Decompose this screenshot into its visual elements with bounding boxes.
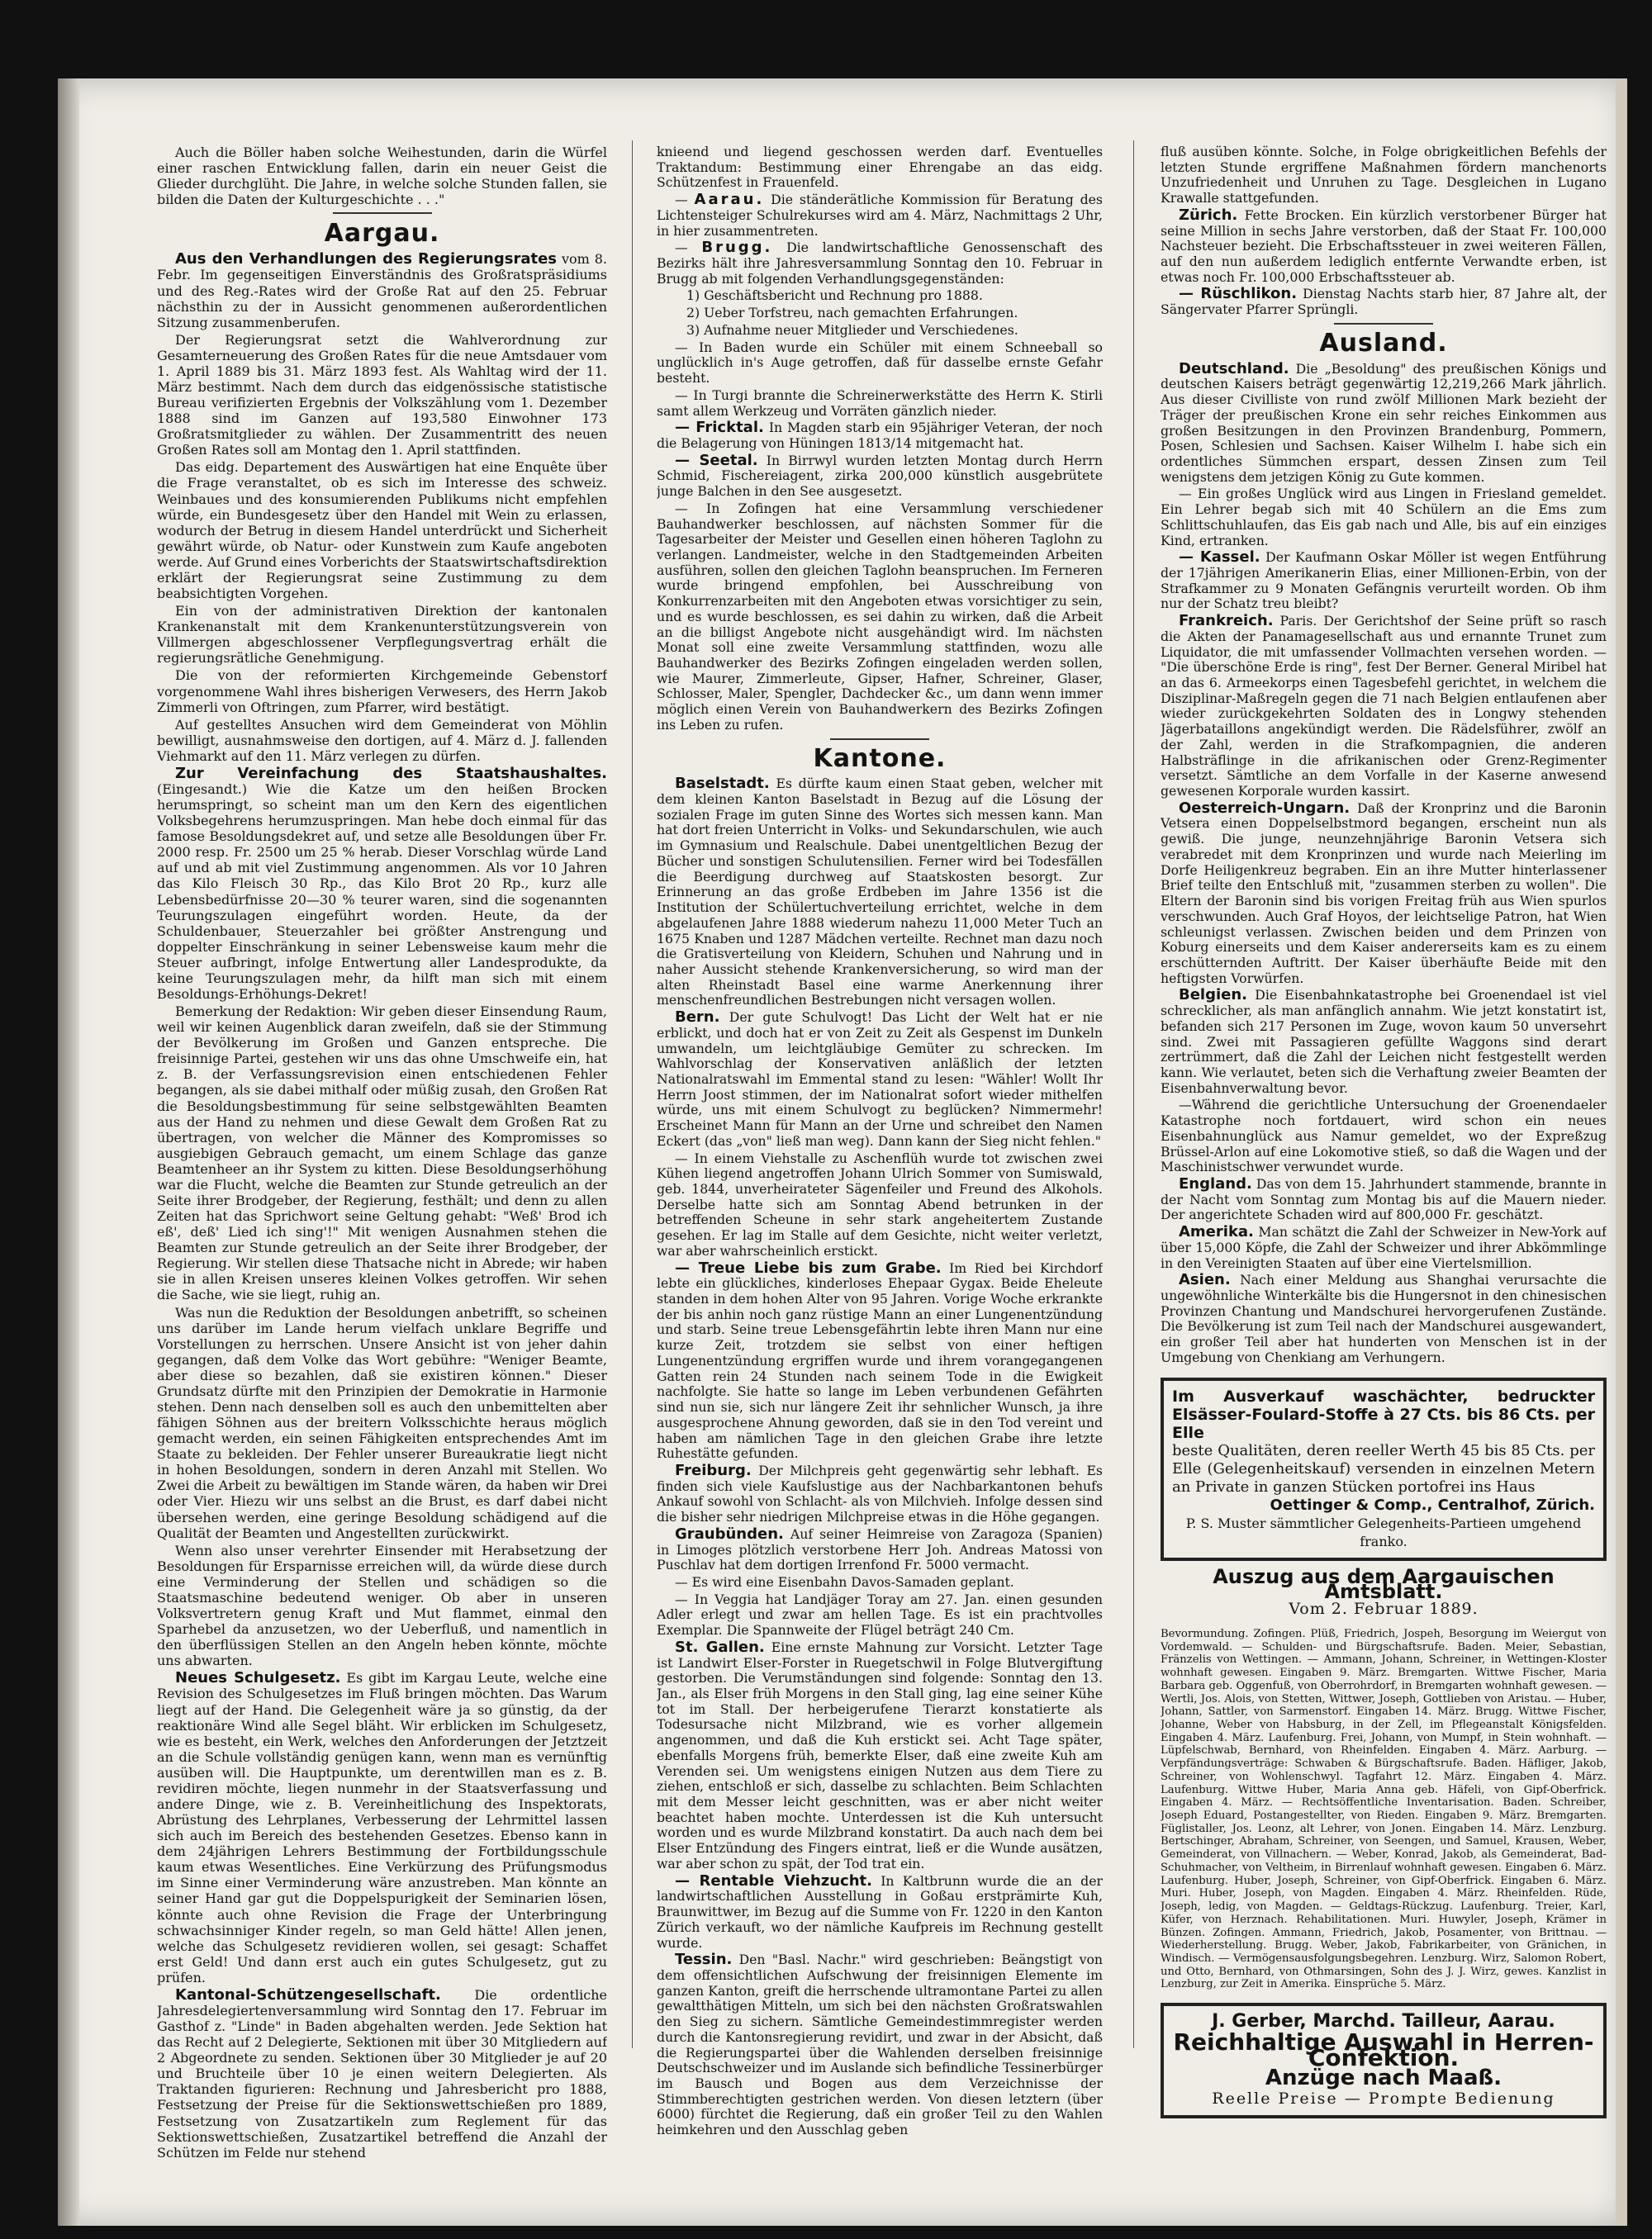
section-divider: [1334, 323, 1433, 325]
article-text: Der Kaufmann Oskar Möller ist wegen Entführung der 17jährigen Amerikanerin Elias, einer Millionen-Erbin, von der Strafkammer zu 9 Monaten Gefängnis verurteilt worden. Ob ihm nur der Schatz treu bleibt?: [1161, 549, 1607, 612]
section-heading-ausland: Ausland.: [1319, 328, 1448, 358]
article-keyword: Oesterreich-Ungarn.: [1179, 799, 1351, 817]
article-paragraph: [657, 776, 1103, 1008]
article-text: Der Milchpreis geht gegenwärtig sehr lebhaft. Es finden sich viele Kaufslustige aus der Nachbarkantonen behufs Ankauf sowohl von Schlacht- als von Milchvieh. Infolge dessen sind die bisher sehr niedrigen Milchpreise etwas in die Höhe gegangen.: [657, 1462, 1103, 1525]
article-keyword: — Rentable Viehzucht.: [675, 1871, 872, 1890]
article-text: Auch die Böller haben solche Weihestunden, darin die Würfel einer raschen Entwicklung fallen, darin ein neuer Geist die Glieder durchglüht. Die Jahre, in welche solche Stunden fallen, sie bilden die Daten der Kulturgeschichte . . .": [157, 145, 607, 208]
column-2: [657, 145, 1103, 2140]
article-text: Das eidg. Departement des Auswärtigen hat eine Enquête über die Frage veranstaltet, ob es sich im Interesse des schweiz. Weinbaues und des konsumierenden Publikums nicht empfehlen würde, ein Bundesgesetz über den Handel mit Wein zu erlassen, wodurch der Betrug in diesem Handel unterdrückt und Sicherheit gewährt würde, ob Natur- oder Kunstwein zum Kaufe angeboten werde. Auf Grund eines Vorberichts der Staatswirtschaftsdirektion erklärt der Regierungsrat seine Zustimmung zu dem beabsichtigten Vorgehen.: [157, 459, 607, 602]
article-paragraph: [1161, 208, 1607, 286]
article-keyword: Asien.: [1179, 1271, 1231, 1289]
article-keyword: Graubünden.: [675, 1525, 784, 1543]
article-text: — In Veggia hat Landjäger Toray am 27. Jan. einen gesunden Adler erlegt und zwar am hellen Tage. Es ist ein prachtvolles Exemplar. Die Spannweite der Flügel beträgt 240 Cm.: [657, 1591, 1103, 1639]
article-paragraph: [157, 1987, 607, 2161]
article-keyword: England.: [1179, 1175, 1252, 1193]
article-text: Die landwirtschaftliche Genossenschaft des Bezirks hält ihre Jahresversammlung Sonntag den 10. Februar in Brugg ab mit folgenden Verhandlungsgegenständen:: [657, 240, 1103, 287]
article-keyword: Frankreich.: [1179, 612, 1274, 630]
article-keyword: Bern.: [675, 1008, 720, 1027]
article-text: fluß ausüben könnte. Solche, in Folge obrigkeitlichen Befehls der letzten Stunde ergriffene Maßnahmen fördern manchenorts Unzufriedenheit und Unruhen zu Tage. Desgleichen in Lugano Krawalle stattgefunden.: [1161, 145, 1607, 206]
article-paragraph: [1161, 1225, 1607, 1271]
article-paragraph: [1161, 550, 1607, 612]
advertisement-gerber: [1161, 2003, 1607, 2118]
page-binding-edge: [58, 78, 79, 2226]
amtsblatt-text: Bevormundung. Zofingen. Plüß, Friedrich, Jospeh, Besorgung im Weiergut von Vordemwald. — Schulden- und Bürgschaftsrufe. Baden. Meier, Sebastian, Fränzelis von Wettingen. — Ammann, Johann, Schreiner, in Wettingen-Kloster wohnhaft gewesen. Eingaben 9. März. Bremgarten. Wittwe Fischer, Maria Barbara geb. Oggenfuß, von Oberrohrdorf, in Bremgarten wohnhaft gewesen. — Wertli, Jos. Alois, von Stetten, Wittwer, Joseph, Gottlieben von Aristau. — Huber, Johann, Sattler, von Sarmenstorf. Eingaben 14. März. Brugg. Wittwe Fischer, Johanne, Weber von Habsburg, in der Zell, im Pflegeanstalt Königsfelden. Eingaben 4. März. Laufenburg. Frei, Johann, von Mumpf, in Stein wohnhaft. — Lüpfelschwab, Bernhard, von Rheinfelden. Eingaben 4. März. Aarburg. — Verpfändungsverträge: Schwaben & Bürgschaftsrufe. Baden. Häfliger, Jakob, Schreiner, von Wohlenschwyl. Tagfahrt 12. März. Eingaben 4. März. Laufenburg. Wittwe Huber, Maria Anna geb. Häfeli, von Gipf-Oberfrick. Eingaben 4. März. — Rechtsöffentliche Inventarisation. Baden. Schreiber, Joseph Eduard, Postangestellter, von Rieden. Eingaben 9. März. Bremgarten. Füglistaller, Jos. Leonz, alt Lehrer, von Jonen. Eingaben 14. März. Lenzburg. Bertschinger, Abraham, Schreiner, von Seengen, und Samuel, Krausen, Weber, Gemeinderat, von Villnachern. — Weber, Konrad, Jakob, als Gemeinderat, Bad-Schuhmacher, von Veltheim, in Birrenlauf wohnhaft gewesen. Eingaben 6. März. Laufenburg. Huber, Joseph, Schreiner, von Gipf-Oberfrick. Eingaben 6. März. Muri. Huber, Joseph, von Magden. Eingaben 4. März. Rheinfelden. Rüde, Joseph, ledig, von Magden. — Geldtags-Rückzug. Laufenburg. Treier, Karl, Küfer, von Herznach. Rehabilitationen. Muri. Huwyler, Joseph, Krämer in Bünzen. Zofingen. Ammann, Friedrich, Jakob, Posamenter, von Brittnau. — Wiederherstellung. Brugg. Weber, Jakob, Fabrikarbeiter, von Gränichen, in Windisch. — Vermögensausfolgungsbegehren. Lenzburg. Wirz, Salomon Robert, und Otto, Bernhard, von Othmarsingen, Sohn des J. J. Wirz, gewes. Kanzlist in Lenzburg, zur Zeit in Amerika. Einsprüche 5. März.: [1161, 1627, 1607, 1991]
article-paragraph: [1161, 1177, 1607, 1223]
article-paragraph: [157, 251, 607, 330]
article-text: Im Ried bei Kirchdorf lebte ein glückliches, kinderloses Ehepaar Gygax. Beide Eheleute standen in dem hohen Alter von 95 Jahren. Vorige Woche erkrankte der bis anhin noch ganz rüstige Mann an einer Lungenentzündung und starb. Seine treue Lebensgefährtin lebte ihren Mann nur eine kurze Zeit, trotzdem sie selbst von einer heftigen Lungenentzündung ergriffen wurde und ihrem vorangegangenen Gatten rein 24 Stunden nach seinem Tode in die Ewigkeit nachfolgte. Sie hatte so lange im Leben verbundenen Gefährten sind nun sie, sich nur längere Zeit ihr sehnlicher Wunsch, ja ihre ausgesprochene Ahnung geworden, daß sie in den Tod vereint und haben am nämlichen Tage in den gleichen Grabe ihre letzte Ruhestätte gefunden.: [657, 1259, 1103, 1462]
article-paragraph: [157, 766, 607, 1002]
article-keyword: Tessin.: [675, 1951, 733, 1969]
column-rule-2: [1133, 140, 1134, 2048]
article-keyword: Deutschland.: [1179, 359, 1289, 377]
article-text: knieend und liegend geschossen werden darf. Eventuelles Traktandum: Bestimmung einer Ehrengabe an das eidg. Schützenfest in Frauenfeld.: [657, 145, 1103, 191]
article-keyword: Aus den Verhandlungen des Regierungsrates: [175, 250, 558, 268]
section-divider: [830, 738, 929, 740]
article-paragraph: [657, 1871, 1103, 1952]
article-paragraph: [657, 1527, 1103, 1573]
ad-postscript: P. S. Muster sämmtlicher Gelegenheits-Partieen umgehend franko.: [1185, 1515, 1582, 1549]
ad-tailor-offer: Anzüge nach Maaß.: [1265, 2066, 1502, 2091]
article-text: —Während die gerichtliche Untersuchung der Groenendaeler Katastrophe noch fortdauert, wird schon ein neues Eisenbahnunglück aus Namur gemeldet, wo der Expreßzug Brüssel-Arlon auf eine Lokomotive stieß, so daß die Wagen und der Maschinistschwer verwundet wurde.: [1161, 1097, 1607, 1175]
article-text: Das von dem 15. Jahrhundert stammende, brannte in der Nacht vom Sonntag zum Montag bis auf die Mauern nieder. Der angerichtete Schaden wird auf 800,000 Fr. geschätzt.: [1161, 1176, 1607, 1223]
article-keyword: Brugg.: [701, 239, 773, 257]
article-text: Die „Besoldung" des preußischen Königs und deutschen Kaisers beträgt gegenwärtig 12,219,266 Mark jährlich. Aus dieser Civilliste von rund zwölf Millionen Mark bezieht der Träger der preußischen Krone ein sehr reiches Einkommen aus großen Besitzungen in den Provinzen Brandenburg, Pommern, Posen, Schlesien und Sachsen. Kaiser Wilhelm I. habe sich ein ordentliches Sümmchen erspart, dessen Zinsen zum Teil wenigstens dem jetzigen König zu Gute kommen.: [1161, 360, 1607, 485]
article-keyword: Baselstadt.: [675, 775, 770, 793]
article-text: Es gibt im Kargau Leute, welche eine Revision des Schulgesetzes im Fluß bringen möchten. Das Warum liegt auf der Hand. Die Gelegenheit wäre ja so günstig, da der reaktionäre Wind alle Segel bläht. Wir erblicken im Schulgesetz, wie es besteht, ein Werk, welches den Anforderungen der Jetztzeit an die Schule vollständig genügen kann, wenn man es vernünftig ausüben will. Die Hauptpunkte, um derentwillen man es z. B. revidiren möchte, liegen nunmehr in der Staatsverfassung und andere Dinge, wie z. B. Vereinheitlichung des Inspektorats, Abrüstung des Lehrplanes, Verbesserung der Lehrmittel lassen sich auch im Bereich des bestehenden Gesetzes. Ebenso kann in dem 24jährigen Lehrers Bestimmung der Fortbildungsschule kaum etwas Wesentliches. Eine Verkürzung des Prüfungsmodus im Sinne einer Verminderung wäre anzustreben. Man könnte an seiner Hand gar gut die Doppelspurigkeit der Seminarien lösen, könnte auch ohne Revision die Frage der Unterbringung schwachsinniger Kinder regeln, so man Geld hätte! Allen jenen, welche das Schulgesetz revidieren wollen, sei gesagt: Schaffet erst Geld! Und dann erst auch ein gutes Schulgesetz, gut zu prüfen.: [157, 1670, 607, 1985]
section-divider: [333, 212, 432, 214]
agenda-item: 2) Ueber Torfstreu, nach gemachten Erfahrungen.: [686, 305, 1018, 321]
agenda-item: 1) Geschäftsbericht und Rechnung pro 1888.: [686, 287, 983, 304]
article-paragraph: [657, 1010, 1103, 1149]
article-text: Der Regierungsrat setzt die Wahlverordnung zur Gesamterneuerung des Großen Rates für die neue Amtsdauer vom 1. April 1889 bis 31. März 1893 fest. Als Wahltag wird der 11. März bestimmt. Nach dem durch das eidgenössische statistische Bureau verifizierten Ergebnis der Volkszählung vom 1. Dezember 1888 sind im Ganzen auf 193,580 Einwohner 173 Großratsmitglieder zu wählen. Der Zusammentritt des neuen Großen Rates soll am Montag den 1. April stattfinden.: [157, 331, 607, 458]
article-text: Die ordentliche Jahresdelegiertenversammlung wird Sonntag den 17. Februar im Gasthof z. "Linde" in Baden abgehalten werden. Jede Sektion hat das Recht auf 2 Delegierte, Sektionen mit über 30 Mitgliedern auf 2 Abgeordnete zu senden. Sektionen über 30 Mitglieder je auf 20 und Bruchteile über 10 je einen weitern Delegierten. Als Traktanden figurieren: Rechnung und Jahresbericht pro 1888, Festsetzung der Preise für die Sektionswettschießen pro 1889, Festsetzung von Zusatzartikeln zum Reglement für das Sektionswettschießen, Zusatzartikel betreffend die Anzahl der Schützen im Felde nur stehend: [157, 1986, 607, 2161]
article-paragraph: [657, 1640, 1103, 1872]
article-text: Den "Basl. Nachr." wird geschrieben: Beängstigt von dem offensichtlichen Aufschwung der freisinnigen Elemente im ganzen Kanton, greift die herrschende ultramontane Partei zu allen gewaltthätigen Mitteln, um sich bei den nächsten Großratswahlen den Sieg zu sichern. Sämtliche Gemeindestimmregister werden durch die Kantonsregierung revidirt, und zwar in der Absicht, daß die Regierungspartei über die Wahlenden derselben freisinnige Deutschschweizer und im Auslande sich befindliche Tessinerbürger im Bausch und Bogen aus dem Verzeichnisse der Stimmberechtigten gestrichen werden. Von diesen letztern (über 6000) fürchtet die Regierung, daß ein großer Teil zu den Wahlen heimkehren und den Ausschlag geben: [657, 1952, 1103, 2138]
article-text: Es dürfte kaum einen Staat geben, welcher mit dem kleinen Kanton Baselstadt in Bezug auf die Lösung der sozialen Frage im guten Sinne des Wortes sich messen kann. Man hat dort freien Unterricht in Volks- und Sekundarschulen, wie auch im Gymnasium und Realschule. Dabei unentgeltlichen Bezug der Bücher und sonstigen Schulutensilien. Ferner wird bei Todesfällen die Beerdigung durchweg auf Staatskosten besorgt. Zur Erinnerung an das große Erdbeben im Jahre 1356 ist die Institution der Schülertuchverteilung errichtet, welche in dem abgelaufenen Jahre 1888 wiederum nahezu 11,000 Meter Tuch an 1675 Knaben und 1287 Mädchen verteilte. Rechnet man dazu noch die Gratisverteilung von Kleidern, Schuhen und Nahrung und in naher Aussicht stehende Krankenversicherung, so wird man der alten Rheinstadt Basel eine warme Anerkennung ihrer menschenfreundlichen Bestrebungen nicht versagen wollen.: [657, 776, 1103, 1008]
article-text: — In Baden wurde ein Schüler mit einem Schneeball so unglücklich in's Auge getroffen, daß für dasselbe ernste Gefahr besteht.: [657, 339, 1103, 387]
column-rule-1: [632, 140, 633, 2048]
article-keyword: — Fricktal.: [675, 419, 764, 437]
article-keyword: St. Gallen.: [675, 1638, 765, 1656]
article-keyword: Amerika.: [1179, 1223, 1254, 1241]
article-keyword: Belgien.: [1179, 986, 1248, 1004]
article-text: Daß der Kronprinz und die Baronin Vetsera einen Doppelselbstmord begangen, erscheint nun als gewiß. Die junge, neunzehnjährige Baronin Vetsera sich verabredet mit dem Kronprinzen und wurde nach Meierling im Dorfe Heiligenkreuz begraben. Ein an ihre Mutter hinterlassener Brief teilte den Entschluß mit, "zusammen sterben zu wollen". Die Eltern der Baronin sind bis vorigen Freitag früh aus Wien spurlos verschwunden. Auch Graf Hoyos, der leichtselige Patron, hat Wien schleunigst verlassen. Zwischen beiden und dem Prinzen von Koburg einerseits und dem Kaiser andererseits kam es zu einem erschütternden Auftritt. Der Kaiser überhäufte Beide mit den heftigsten Vorwürfen.: [1161, 799, 1607, 986]
article-keyword: — Kassel.: [1179, 548, 1260, 567]
article-paragraph: [657, 1952, 1103, 2138]
ad-firm: Oettinger & Comp., Centralhof, Zürich.: [1270, 1496, 1595, 1514]
article-text: (Eingesandt.) Wie die Katze um den heißen Brocken herumspringt, so scheint man um den Kern des eigentlichen Volksbegehrens herumzuspringen. Man hebe doch einmal für das famose Besoldungsdekret auf, und setze alle Besoldungen über Fr. 2000 resp. Fr. 2500 um 25 % herab. Dieser Vorschlag würde Land auf und ab mit viel Zustimmung angenommen. Als vor 10 Jahren das Kilo Fleisch 30 Rp., das Kilo Brot 20 Rp., kurz alle Lebensbedürfnisse 20—30 % teurer waren, sind die sogenannten Teurungszulagen eingeführt worden. Heute, da der Schuldenbauer, Steuerzahler bei größter Anstrengung und doppelter Einschränkung in seiner Lebensweise kaum mehr die Steuer aufbringt, infolge Entwertung aller Landesprodukte, da keine Teurungszulagen mehr, da hilft man sich mit einem Besoldungs-Erhöhungs-Dekret!: [157, 780, 607, 1002]
article-paragraph: [1161, 988, 1607, 1096]
page-right-edge: [1616, 78, 1627, 2226]
article-text: Dienstag Nachts starb hier, 87 Jahre alt, der Sängervater Pfarrer Sprüngli.: [1161, 286, 1607, 318]
article-paragraph: [657, 420, 1103, 451]
article-paragraph: [657, 1463, 1103, 1525]
ad-headline: Im Ausverkauf waschächter, bedruckter Elsässer-Foulard-Stoffe à 27 Cts. bis 86 Cts. per Elle: [1172, 1387, 1595, 1442]
column-3: [1161, 145, 1607, 2118]
article-text: Auf gestelltes Ansuchen wird dem Gemeinderat von Möhlin bewilligt, ausnahmsweise den dortigen, auf 4. März d. J. fallenden Viehmarkt auf den 11. März verlegen zu dürfen.: [157, 716, 607, 764]
article-text: Wenn also unser verehrter Einsender mit Herabsetzung der Besoldungen für Ersparnisse erreichen will, da würde diese durch eine Verminderung der Stellen und schädigen so die Staatsmaschine bedeutend weniger. Ob aber in unseren Volksvertretern genug Kraft und Mut flammet, einmal den Sparhebel da anzusetzen, wo der Ueberfluß, und namentlich in den überflüssigen Stellen an den Angeln heben könnte, möchte uns abwarten.: [157, 1542, 607, 1669]
article-paragraph: — Aarau. Die ständerätliche Kommission für Beratung des Lichtensteiger Schulrekurses wird am 4. März, Nachmittags 2 Uhr, in hier zusammentreten.: [657, 191, 1103, 239]
article-text: Was nun die Reduktion der Besoldungen anbetrifft, so scheinen uns darüber im Lande herum vielfach unklare Begriffe und Vorstellungen zu herrschen. Unsere Ansicht ist von jeher dahin gegangen, daß dem Volke das Wort gebühre: "Weniger Beamte, aber diese so bezahlen, daß sie existiren können." Dieser Grundsatz dürfte mit den Prinzipien der Demokratie in Harmonie stehen. Denn nach denselben soll es auch den unbemittelten aber fähigen Söhnen aus der breitern Volksschichte heraus möglich gemacht werden, ein seinen Fähigkeiten entsprechendes Amt im Staate zu bekleiden. Der Fehler unserer Bureaukratie liegt nicht in hohen Besoldungen, sondern in deren Anzahl mit Stellen. Wo Zwei die Arbeit zu bewältigen im Stande wären, da haben wir Drei oder Vier. Hiezu wir uns selbst an die Brust, es darf dabei nicht übersehen werden, eine geringe Besoldung schädigend auf die Qualität der Beamten und Angestellten zurückwirkt.: [157, 1304, 607, 1541]
amtsblatt-date: Vom 2. Februar 1889.: [1289, 1600, 1479, 1619]
agenda-item: 3) Aufnahme neuer Mitglieder und Verschiedenes.: [686, 321, 1018, 338]
amtsblatt-heading: Auszug aus dem Aargauischen Amtsblatt.: [1213, 1564, 1555, 1604]
article-text: Bemerkung der Redaktion: Wir geben dieser Einsendung Raum, weil wir keinen Augenblick daran zweifeln, daß sie der Stimmung der Bevölkerung im Großen und Ganzen entspreche. Die freisinnige Partei, gestehen wir uns das ohne Umschweife ein, hat z. B. der Verfassungsrevision einen entschiedenen Fehler begangen, als sie dabei mithalf oder müßig zusah, den Großen Rat die Besoldungsbestimmung für seine selbstgewählten Beamten aus der Hand zu nehmen und diese Gewalt dem Großen Rat zu übertragen, von welcher die Männer des Kompromisses so ausgiebigen Gebrauch gemacht, um einem Schlage das ganze Beamtenheer an ihr System zu kitten. Diese Besoldungserhöhung war die Flucht, welche die Beamten zur Stunde getreulich an der Seite ihrer Brodgeber, der Regierung, festhält; und denn zu allen Zeiten hat das Sprichwort seine Geltung gehabt: "Weß' Brod ich eß', deß' Lied ich sing'!" Mit wenigen Ausnahmen stehen die Beamten zur Stunde getreulich an der Seite ihrer Brodgeber, der Regierung. Wir stellen diese Thatsache nicht in Abrede; wir haben sie in allen Kreisen unseres kleinen Volkes getroffen. Wir sehen die Sache, wie sie liegt, ruhig an.: [157, 1003, 607, 1303]
article-text: — Ein großes Unglück wird aus Lingen in Friesland gemeldet. Ein Lehrer begab sich mit 40 Schülern an die Ems zum Schlittschuhlaufen, das Eis gab nach und Alle, bis auf ein einziges Kind, ertranken.: [1161, 486, 1607, 548]
article-keyword: Freiburg.: [675, 1461, 752, 1479]
section-heading-kantone: Kantone.: [813, 743, 947, 773]
article-text: — In einem Viehstalle zu Aschenflüh wurde tot zwischen zwei Kühen liegend angetroffen Johann Ulrich Sommer von Sumiswald, geb. 1844, unverheirateter Sägenfeiler und Freund des Alkohols. Derselbe hatte sich am Sonntag Abend betrunken in der betreffenden Scheune in sehr stark angeheitertem Zustande gesehen. Er lag im Stalle auf dem Gesichte, nicht weiter verletzt, war aber wahrscheinlich erstickt.: [657, 1150, 1103, 1259]
article-keyword: Aarau.: [694, 191, 765, 209]
article-text: — In Turgi brannte die Schreinerwerkstätte des Herrn K. Stirli samt allem Werkzeug und Vorräten gänzlich nieder.: [657, 387, 1103, 419]
ad-tailor-name: J. Gerber, Marchd. Tailleur, Aarau.: [1212, 2011, 1555, 2033]
article-paragraph: [157, 1670, 607, 1985]
article-keyword: — Treue Liebe bis zum Grabe.: [675, 1259, 942, 1277]
section-heading-aargau: Aargau.: [324, 219, 440, 249]
ad-tailor-slogan: Reichhaltige Auswahl in Herren-Confektion.: [1173, 2028, 1594, 2071]
article-text: Nach einer Meldung aus Shanghai verursachte die ungewöhnliche Winterkälte bis die Hungersnot in den chinesischen Provinzen Chantung und Mandschurei hervorgerufenen Zustände. Die Bevölkerung ist zum Teil nach der Mandschurei ausgewandert, ein großer Teil aber hat hunderten von Menschen ist in der Umgebung von Chenkiang am Verhungern.: [1161, 1272, 1607, 1365]
article-paragraph: [1161, 1273, 1607, 1365]
advertisement-foulard: [1161, 1378, 1607, 1561]
article-keyword: Kantonal-Schützengesellschaft.: [175, 1985, 441, 2004]
article-keyword: Neues Schulgesetz.: [175, 1669, 341, 1687]
article-text: Eine ernste Mahnung zur Vorsicht. Letzter Tage ist Landwirt Elser-Forster in Ruegetschwil in Folge Blutvergiftung gestorben. Die Verumständungen sind folgende: Sonntag den 13. Jan., als Elser früh Morgens in den Stall ging, lag eine seiner Kühe tot im Stall. Der herbeigerufene Tierarzt konstatierte als Todesursache nicht Milzbrand, wie es vorher allgemein angenommen, und daß die Kuh erstickt sei. Acht Tage später, ebenfalls Morgens früh, bemerkte Elser, daß eine zweite Kuh am Verenden sei. Um wenigstens einigen Nutzen aus dem Tiere zu ziehen, entschloß er sich, dasselbe zu schlachten. Beim Schlachten mit dem Messer leicht geschnitten, was er aber nicht weiter beachtet haben mochte. Unterdessen ist die Kuh untersucht worden und es wurde Milzbrand konstatirt. Da auch nach dem bei Elser Entzündung des Fingers eintrat, ließ er die Wunde ausätzen, war aber schon zu spät, der Tod trat ein.: [657, 1639, 1103, 1871]
article-keyword: — Rüschlikon.: [1179, 285, 1298, 303]
article-text: Auf seiner Heimreise von Zaragoza (Spanien) in Limoges plötzlich verstorbene Herr Joh. Andreas Matossi von Puschlav hat dem dortigen Irrenfond Fr. 5000 vermacht.: [657, 1525, 1103, 1573]
article-text: Ein von der administrativen Direktion der kantonalen Krankenanstalt mit dem Krankenunterstützungsverein von Villmergen abgeschlossener Verpflegungsvertrag erhält die regierungsrätliche Genehmigung.: [157, 603, 607, 666]
article-paragraph: [1161, 287, 1607, 317]
article-paragraph: [1161, 801, 1607, 987]
article-paragraph: [657, 1261, 1103, 1462]
ad-tailor-footer: Reelle Preise — Prompte Bedienung: [1212, 2089, 1555, 2108]
article-text: In Kaltbrunn wurde die an der landwirtschaftlichen Ausstellung in Goßau erstprämirte Kuh, Braunwittwer, im Bezug auf die Summe von Fr. 1220 in den Kanton Zürich verkauft, wo der nämliche Kaufpreis im Rechnung gestellt wurde.: [657, 1872, 1103, 1951]
article-paragraph: [1161, 359, 1607, 486]
article-paragraph: [1161, 614, 1607, 799]
ad-body: beste Qualitäten, deren reeller Werth 45 bis 85 Cts. per Elle (Gelegenheitskauf) versenden in einzelnen Metern an Private in ganzen Stücken portofrei ins Haus: [1172, 1441, 1595, 1496]
article-text: Die von der reformierten Kirchgemeinde Gebenstorf vorgenommene Wahl ihres bisherigen Verwesers, des Herrn Jakob Zimmerli von Oftringen, zum Pfarrer, wird bestätigt.: [157, 667, 607, 715]
article-paragraph: — Brugg. Die landwirtschaftliche Genossenschaft des Bezirks hält ihre Jahresversammlung Sonntag den 10. Februar in Brugg ab mit folgenden Verhandlungsgegenständen:: [657, 239, 1103, 287]
article-text: Die ständerätliche Kommission für Beratung des Lichtensteiger Schulrekurses wird am 4. März, Nachmittags 2 Uhr, in hier zusammentreten.: [657, 192, 1103, 239]
article-text: In Birrwyl wurden letzten Montag durch Herrn Schmid, Fischereiagent, zirka 200,000 künstlich ausgebrütete junge Balchen in den See ausgesetzt.: [657, 452, 1103, 500]
article-keyword: Zürich.: [1179, 206, 1238, 224]
article-text: Fette Brocken. Ein kürzlich verstorbener Bürger hat seine Million in sechs Jahre verstorben, daß der Staat Fr. 100,000 Nachsteuer bezieht. Die Erbschaftssteuer in zwei weiteren Fällen, auf den nun außerdem lediglich entfernte Verwandte erben, ist etwas noch Fr. 100,000 Erbschaftssteuer ab.: [1161, 206, 1607, 285]
article-keyword: — Seetal.: [675, 451, 758, 469]
article-text: Der gute Schulvogt! Das Licht der Welt hat er nie erblickt, und doch hat er von Zeit zu Zeit als Gespenst im Dunkeln umwandeln, um leichtgläubige Gemüter zu schrecken. Im Wahlvorschlag der Konservativen anläßlich der letzten Nationalratswahl im Emmental stand zu lesen: "Wähler! Wollt Ihr Herrn Joost stimmen, der im Nationalrat sofort wieder mithelfen würde, uns mit einem Schulvogt zu beglücken? Nimmermehr! Erscheinet Mann für Mann an der Urne und schreibet den Namen Eckert (das „von" ließ man weg). Dann kann der Sieg nicht fehlen.": [657, 1009, 1103, 1149]
column-1: [157, 145, 607, 2162]
article-text: vom 8. Febr. Im gegenseitigen Einverständnis des Großratspräsidiums und des Reg.-Rates wird der Große Rat auf den 25. Februar nächsthin zu der in Aussicht genommenen außerordentlichen Sitzung zusammenberufen.: [157, 251, 607, 330]
article-paragraph: [657, 453, 1103, 500]
article-text: Man schätzt die Zahl der Schweizer in New-York auf über 15,000 Köpfe, die Zahl der Schweizer und ihrer Abkömmlinge in den Vereinigten Staaten auf über eine Viertelsmillion.: [1161, 1224, 1607, 1271]
article-keyword: Zur Vereinfachung des Staatshaushaltes.: [175, 764, 607, 782]
article-text: — In Zofingen hat eine Versammlung verschiedener Bauhandwerker beschlossen, auf nächsten Sommer für die Tagesarbeiter der Meister und Gesellen einen höheren Taglohn zu verlangen. Landmeister, welche in den Stadtgemeinden Arbeiten ausführen, sollen den gleichen Taglohn beanspruchen. Im Ferneren wurde bringend empfohlen, bei Ausschreibung von Konkurrenzarbeiten mit den Angeboten etwas vorsichtiger zu sein, und es wurde beschlossen, es sei dahin zu wirken, daß die Arbeit an die billigst Angebote nicht ausgehändigt wird. Im nächsten Monat soll eine zweite Versammlung stattfinden, wozu alle Bauhandwerker des Bezirks Zofingen eingeladen werden sollen, wie Maurer, Zimmerleute, Gipser, Hafner, Schreiner, Glaser, Schlosser, Maler, Spengler, Dachdecker &c., um dann wenn immer möglich einen Verein von Bauhandwerkern des Bezirks Zofingen ins Leben zu rufen.: [657, 500, 1103, 733]
article-text: Die Eisenbahnkatastrophe bei Groenendael ist viel schrecklicher, als man anfänglich annahm. Wie jetzt konstatirt ist, befanden sich 217 Personen im Zuge, wovon kaum 50 unversehrt sind. Zwei mit Passagieren gefüllte Waggons sind derart zertrümmert, daß die Zahl der Leichen nicht festgestellt werden kann. Wie verlautet, beten sich die Verhaftung zweier Beamten der Eisenbahnverwaltung bevor.: [1161, 987, 1607, 1096]
article-text: In Magden starb ein 95jähriger Veteran, der noch die Belagerung von Hüningen 1813/14 mitgemacht hat.: [657, 420, 1103, 451]
article-text: Paris. Der Gerichtshof der Seine prüft so rasch die Akten der Panamagesellschaft aus und ernannte Trunet zum Liquidator, die mit umfassender Vollmachten versehen worden. — "Die überschöne Erde is ring", fest Der Berner. General Miribel hat an das 6. Armeekorps einen Tagesbefehl gerichtet, in welchem die Disziplinar-Maßregeln gegen die 71 nach Belgien entlaufenen aber wieder zurückgekehrten Soldaten des in Longwy stehenden Jägerbataillons angekündigt werden. Die Rädelsführer, zwölf an der Zahl, werden in die Strafkompagnien, die anderen Halbsträflinge in die afrikanischen oder Grenz-Regimenter versetzt. Sämtliche an dem Vorfalle in der Kaserne anwesend gewesenen Korporale wurden kassirt.: [1161, 613, 1607, 799]
article-text: — Es wird eine Eisenbahn Davos-Samaden geplant.: [675, 1573, 1014, 1590]
